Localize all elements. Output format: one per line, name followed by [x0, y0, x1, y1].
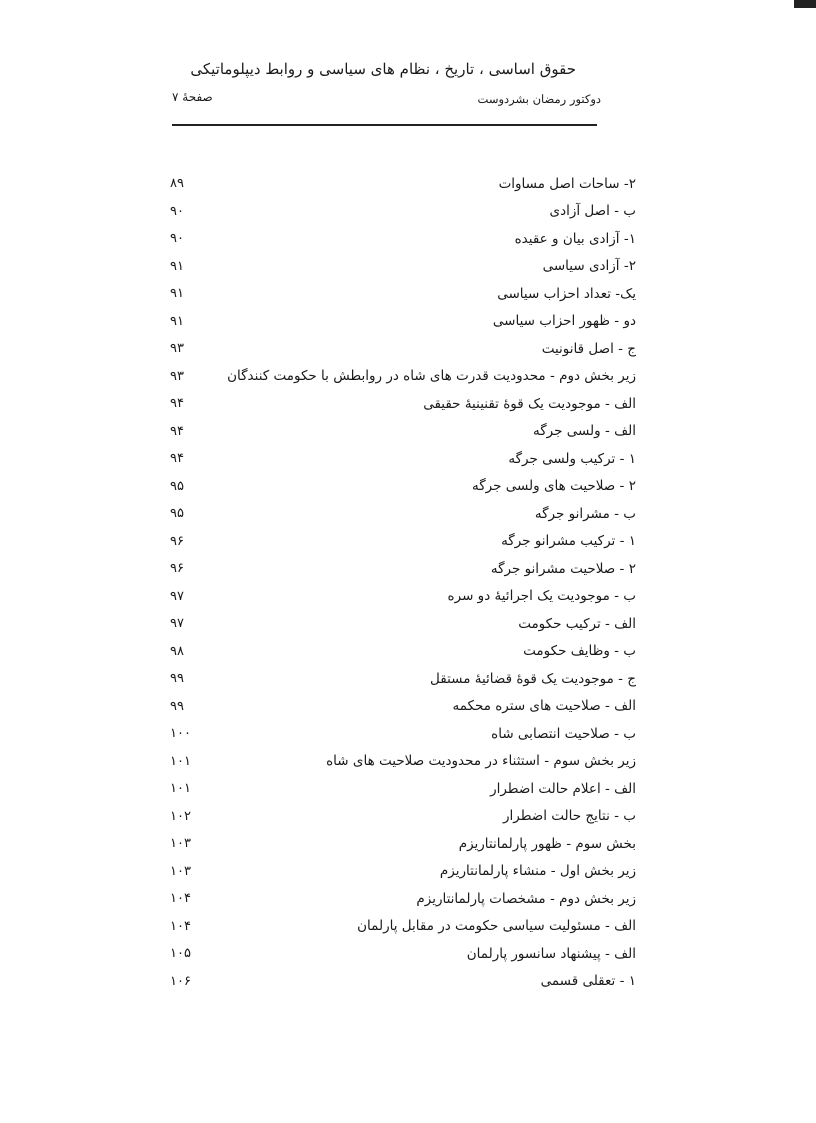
toc-entry	[170, 308, 636, 336]
toc-entry	[170, 500, 636, 528]
toc-entry-title: الف - ترکیب حکومت	[518, 615, 636, 632]
toc-entry-page: ۹۹	[170, 698, 184, 714]
toc-entry	[170, 583, 636, 611]
toc-entry-title: دو - ظهور احزاب سیاسی	[492, 313, 636, 330]
toc-entry-page: ۹۶	[170, 533, 184, 549]
toc-entry	[170, 473, 636, 501]
toc-entry	[170, 253, 636, 281]
toc-entry-title: ب - موجودیت یک اجرائیهٔ دو سره	[447, 588, 636, 605]
toc-entry-page: ۱۰۴	[170, 891, 191, 907]
toc-entry-page: ۱۰۳	[170, 836, 191, 852]
toc-entry-title: زیر بخش اول - منشاء پارلمانتاریزم	[439, 863, 636, 880]
toc-entry-title: زیر بخش سوم - استثناء در محدودیت صلاحیت های شاه	[326, 753, 636, 770]
toc-entry-page: ۹۵	[170, 478, 184, 494]
toc-entry-title: ۱ - ترکیب ولسی جرگه	[508, 450, 636, 467]
toc-entry	[170, 418, 636, 446]
toc-entry-page: ۹۶	[170, 561, 184, 577]
toc-entry-page: ۹۴	[170, 451, 184, 467]
toc-entry-title: الف - اعلام حالت اضطرار	[490, 780, 636, 797]
toc-entry-page: ۱۰۶	[170, 973, 191, 989]
toc-entry	[170, 528, 636, 556]
toc-entry	[170, 858, 636, 886]
toc-entry-page: ۹۰	[170, 203, 184, 219]
toc-entry	[170, 720, 636, 748]
toc-entry	[170, 445, 636, 473]
toc-entry-page: ۹۹	[170, 671, 184, 687]
toc-entry-title: ب - صلاحیت انتصابی شاه	[491, 725, 636, 742]
toc-entry-title: ب - مشرانو جرگه	[534, 505, 636, 522]
toc-entry-title: الف - موجودیت یک قوهٔ تقنینیهٔ حقیقی	[423, 395, 636, 412]
toc-entry	[170, 280, 636, 308]
toc-entry-title: الف - ولسی جرگه	[533, 423, 636, 440]
toc-entry-title: ب - نتایج حالت اضطرار	[503, 808, 636, 825]
toc-entry-page: ۱۰۵	[170, 946, 191, 962]
toc-entry-page: ۹۳	[170, 368, 184, 384]
toc-entry-page: ۱۰۱	[170, 781, 191, 797]
toc-entry-page: ۸۹	[170, 176, 184, 192]
toc-entry-title: ج - اصل قانونیت	[541, 340, 636, 357]
toc-entry-title: الف - پیشنهاد سانسور پارلمان	[466, 945, 636, 962]
toc-entry-page: ۹۳	[170, 341, 184, 357]
toc-entry	[170, 885, 636, 913]
toc-entry-page: ۱۰۳	[170, 863, 191, 879]
toc-entry-title: ۲ - صلاحیت مشرانو جرگه	[490, 560, 636, 577]
toc-entry-page: ۹۴	[170, 396, 184, 412]
toc-entry-page: ۱۰۰	[170, 726, 191, 742]
toc-entry	[170, 748, 636, 776]
toc-entry	[170, 363, 636, 391]
toc-entry	[170, 940, 636, 968]
page-number: صفحهٔ ۷	[172, 90, 213, 104]
toc-entry	[170, 803, 636, 831]
toc-entry-title: ۱- آزادی بیان و عقیده	[514, 230, 636, 247]
toc-entry-title: ۱ - ترکیب مشرانو جرگه	[501, 533, 636, 550]
toc-entry-title: ۲- آزادی سیاسی	[542, 258, 636, 275]
toc-entry-title: ب - وظایف حکومت	[523, 643, 636, 660]
book-title: حقوق اساسی ، تاریخ ، نظام های سیاسی و روابط دیپلوماتیکی	[190, 60, 576, 78]
toc-entry	[170, 555, 636, 583]
toc-entry-page: ۹۷	[170, 588, 184, 604]
author-name: دوکتور رمضان بشردوست	[477, 92, 601, 106]
toc-entry-title: ج - موجودیت یک قوهٔ قضائیهٔ مستقل	[430, 670, 636, 687]
scan-corner-mark	[794, 0, 816, 8]
header-divider	[172, 124, 597, 126]
toc-entry-title: الف - مسئولیت سیاسی حکومت در مقابل پارلمان	[357, 918, 636, 935]
toc-entry-title: زیر بخش دوم - مشخصات پارلمانتاریزم	[416, 890, 636, 907]
toc-entry	[170, 335, 636, 363]
toc-entry-page: ۱۰۴	[170, 918, 191, 934]
toc-entry	[170, 390, 636, 418]
toc-entry	[170, 775, 636, 803]
toc-entry	[170, 638, 636, 666]
toc-entry-title: ۲- ساحات اصل مساوات	[498, 175, 636, 192]
toc-entry-page: ۱۰۱	[170, 753, 191, 769]
toc-entry	[170, 693, 636, 721]
toc-entry	[170, 968, 636, 996]
toc-entry	[170, 913, 636, 941]
table-of-contents	[170, 170, 636, 995]
toc-entry-title: ۲ - صلاحیت های ولسی جرگه	[472, 478, 636, 495]
toc-entry-page: ۹۱	[170, 313, 184, 329]
toc-entry-title: زیر بخش دوم - محدودیت قدرت های شاه در روابطش با حکومت کنندگان	[227, 368, 636, 385]
toc-entry-page: ۹۸	[170, 643, 184, 659]
toc-entry	[170, 225, 636, 253]
toc-entry-title: یک- تعداد احزاب سیاسی	[497, 285, 636, 302]
toc-entry-title: ۱ - تعقلی قسمی	[540, 973, 636, 990]
toc-entry	[170, 198, 636, 226]
toc-entry	[170, 665, 636, 693]
toc-entry	[170, 170, 636, 198]
toc-entry-page: ۹۷	[170, 616, 184, 632]
toc-entry-title: الف - صلاحیت های ستره محکمه	[452, 698, 636, 715]
toc-entry-page: ۱۰۲	[170, 808, 191, 824]
toc-entry-page: ۹۰	[170, 231, 184, 247]
toc-entry-title: ب - اصل آزادی	[549, 203, 636, 220]
toc-entry	[170, 610, 636, 638]
toc-entry	[170, 830, 636, 858]
toc-entry-page: ۹۵	[170, 506, 184, 522]
toc-entry-page: ۹۱	[170, 258, 184, 274]
toc-entry-page: ۹۴	[170, 423, 184, 439]
toc-entry-page: ۹۱	[170, 286, 184, 302]
toc-entry-title: بخش سوم - ظهور پارلمانتاریزم	[458, 835, 636, 852]
